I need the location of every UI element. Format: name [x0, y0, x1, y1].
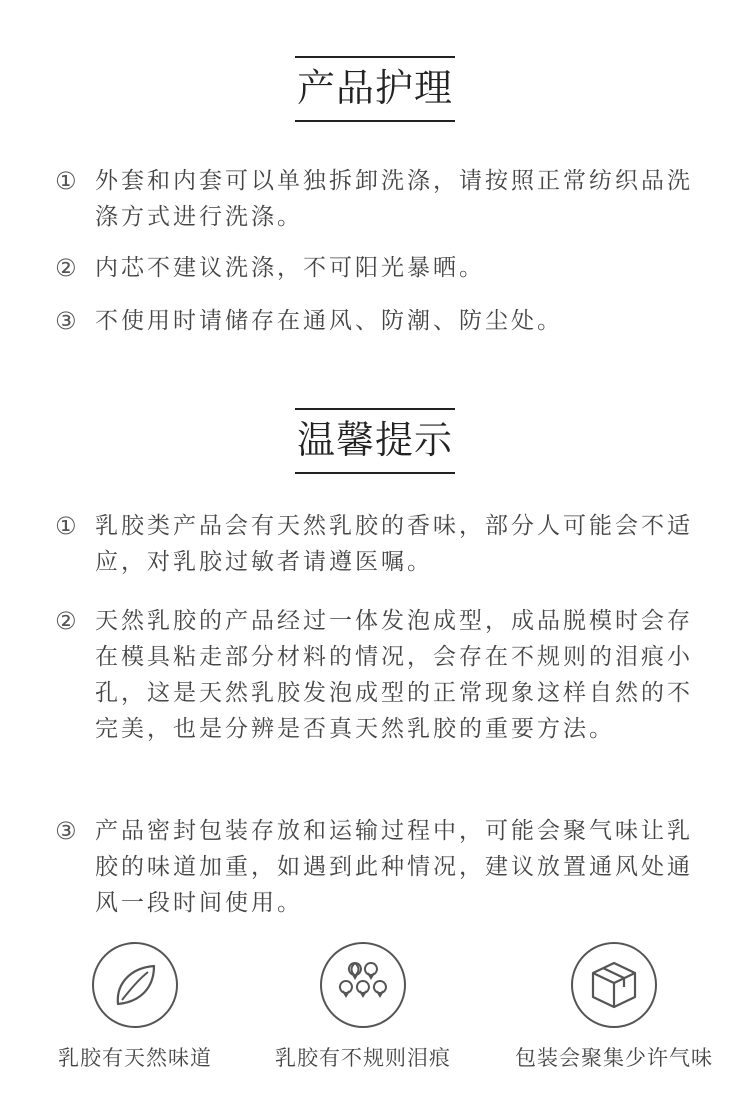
tips-item-1: [55, 508, 715, 580]
item-text: 乳胶类产品会有天然乳胶的香味，部分人可能会不适应，对乳胶过敏者请遵医嘱。: [95, 513, 693, 575]
feature-label: 乳胶有不规则泪痕: [275, 1046, 451, 1070]
feature-label: 包装会聚集少许气味: [515, 1046, 713, 1070]
tips-title-text: 温馨提示: [295, 408, 455, 474]
tips-item-2: [55, 603, 715, 747]
item-text: 内芯不建议洗涤，不可阳光暴晒。: [95, 255, 485, 281]
item-number: ②: [55, 254, 80, 282]
care-section-title: [0, 56, 750, 122]
feature-natural-smell: [15, 942, 255, 1072]
care-item-1: [55, 163, 715, 235]
feature-icons-row: [0, 942, 750, 1082]
item-number: ③: [55, 817, 80, 845]
item-text: 不使用时请储存在通风、防潮、防尘处。: [95, 308, 563, 334]
item-number: ①: [55, 512, 80, 540]
item-text: 产品密封包装存放和运输过程中，可能会聚气味让乳胶的味道加重，如遇到此种情况，建议放置通风处通风一段时间使用。: [95, 818, 693, 916]
holes-icon: [320, 942, 406, 1028]
box-icon: [571, 942, 657, 1028]
feature-label: 乳胶有天然味道: [58, 1046, 212, 1070]
feature-package-smell: [494, 942, 734, 1072]
care-title-text: 产品护理: [295, 56, 455, 122]
feature-irregular-holes: [243, 942, 483, 1072]
tips-item-3: [55, 813, 715, 921]
item-text: 外套和内套可以单独拆卸洗涤，请按照正常纺织品洗涤方式进行洗涤。: [95, 168, 693, 230]
item-number: ②: [55, 607, 80, 635]
item-number: ③: [55, 307, 80, 335]
care-item-3: [55, 303, 715, 339]
tips-section-title: [0, 408, 750, 474]
care-item-2: [55, 250, 715, 286]
item-number: ①: [55, 167, 80, 195]
leaf-icon: [92, 942, 178, 1028]
item-text: 天然乳胶的产品经过一体发泡成型，成品脱模时会存在模具粘走部分材料的情况，会存在不规则的泪痕小孔，这是天然乳胶发泡成型的正常现象这样自然的不完美，也是分辨是否真天然乳胶的重要方法。: [95, 608, 693, 742]
